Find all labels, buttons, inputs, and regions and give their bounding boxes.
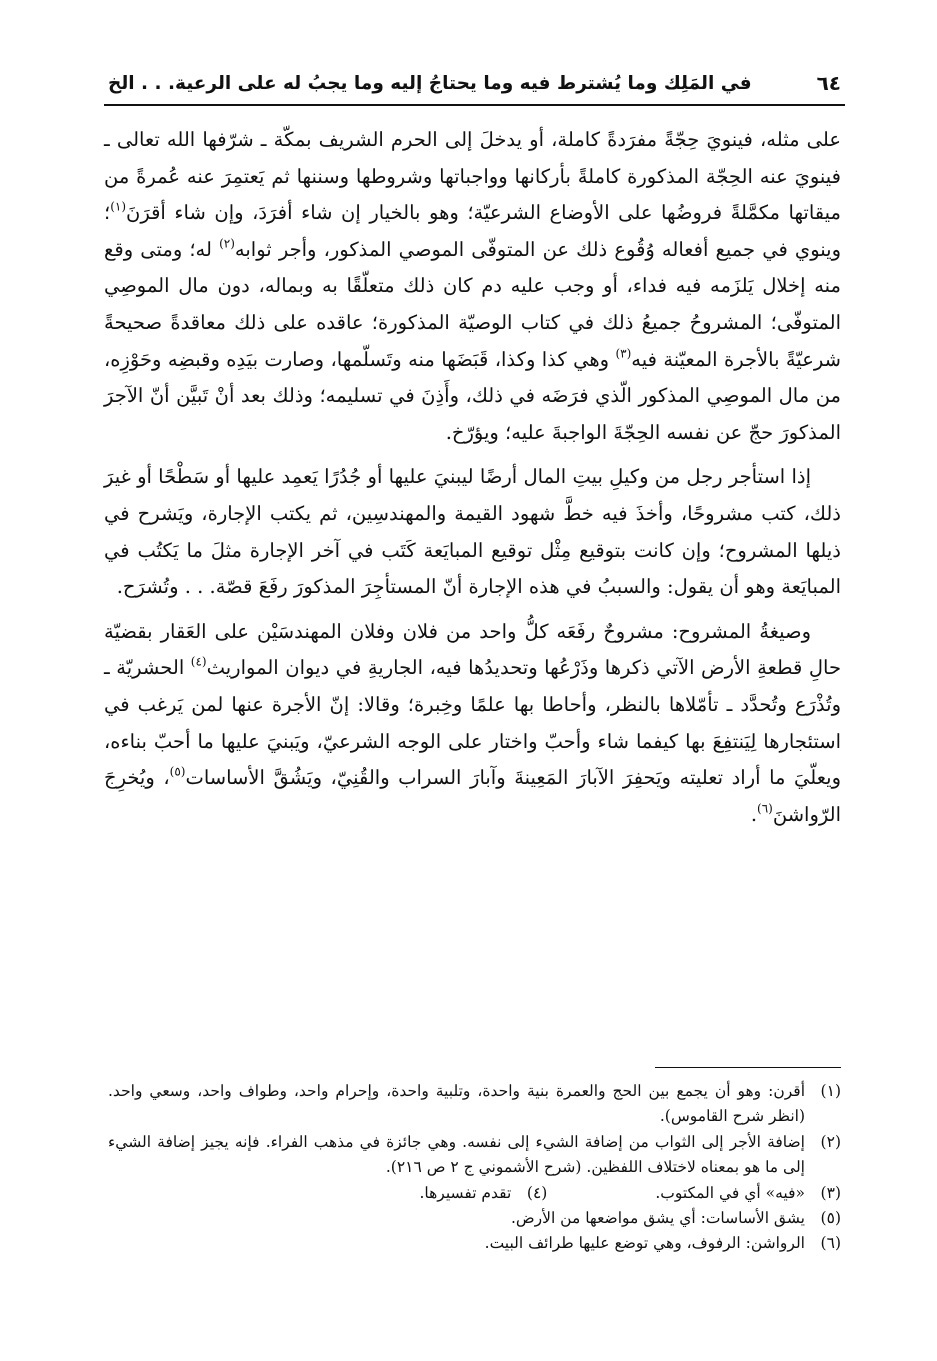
paragraph-1-part-1: على مثله، فينويَ حِجّةً مفرَدةً كاملة، أو يدخلَ إلى الحرم الشريف بمكّة ـ شرّفها الله تعالى ـ فينويَ عنه الحِجّة المذكورة كاملةً بأركانها وواجباتها وشروطها وسننها ثم يَعتمِرَ عنه عُمرةً من ميقاتها مكمَّلةً فروضُها على الأوضاع الشرعيّة؛ وهو بالخيار إن شاء أفرَدَ، وإن شاء أقرَنَ	[104, 128, 841, 225]
paragraph-1-part-3: له؛ ومتى وقع منه إخلال يَلزَمه فيه فداء، أو وجب عليه دم كان ذلك متعلّقًا به وبماله، دون مال الموصِي المتوفّى؛ المشروحُ جميعُ ذلك في كتاب الوصيّة المذكورة؛ عاقده على ذلك معاقدةً صحيحةً شرعيّةً بالأجرة المعيّنة فيه	[104, 237, 841, 371]
paragraph-3-part-2: الحشريّة ـ وتُذْرَع وتُحدَّد ـ تأمّلاها بالنظر، وأحاطا بها علمًا وخِبرة؛ وقالا: إنّ الأجرة عنها لمن يَرغب في استئجارها لِيَنتفِعَ بها كيفما شاء وأحبّ واختار على الوجه الشرعيّ، ويَبنيَ عليها ما أحبّ بناءه، ويعلّيَ ما أراد تعليته ويَحفِرَ الآبارَ المَعِينةَ وآبارَ السراب والقُنِيّ، ويَشُقَّ الأساسات	[104, 656, 841, 790]
footnote-6	[108, 1231, 841, 1256]
footnote-number: (٥)	[820, 1209, 841, 1228]
footnote-marker-2: (٢)	[219, 236, 235, 251]
paragraph-3	[104, 614, 841, 834]
main-text	[104, 122, 841, 841]
footnote-1	[108, 1079, 841, 1130]
footnote-2	[108, 1130, 841, 1181]
paragraph-3-part-1: وصيغةُ المشروح: مشروحٌ رفَعَه كلُّ واحد من فلان وفلان المهندسَيْن على العَقار بقضيّة حالِ قطعةِ الأرض الآتي ذكرها وذَرْعُها وتحديدُها فيه، الجاريةِ في ديوان المواريث	[104, 619, 841, 680]
header-rule	[104, 104, 845, 106]
paragraph-1-part-4: وهي كذا وكذا، قَبَضَها منه وتَسلّمها، وصارت بيَدِه وقبضِه وحَوْزِه، من مال الموصِي المذكور الّذي فرَضَه في ذلك، وأَذِنَ في تسليمه؛ وذلك بعد أنْ تَبيَّن أنّ الآجرَ المذكورَ حجّ عن نفسه الحِجّةَ الواجبةَ عليه؛ ويؤرّخ.	[104, 347, 841, 444]
footnote-5	[108, 1206, 841, 1231]
paragraph-3-part-3: ، ويُخرِجَ الرّواشنَ	[104, 766, 841, 826]
footnote-text: الرواشن: الرفوف، وهي توضع عليها طرائف البيت.	[484, 1234, 805, 1253]
running-header	[108, 64, 841, 102]
footnote-text: تقدم تفسيرها.	[419, 1183, 512, 1202]
footnote-text: يشق الأساسات: أي يشق مواضعها من الأرض.	[510, 1209, 805, 1228]
footnote-number: (٢)	[820, 1132, 841, 1151]
running-title: في المَلِك وما يُشترط فيه وما يحتاجُ إليه وما يجبُ له على الرعية. . . الخ	[108, 72, 752, 94]
footnote-3-and-4	[108, 1181, 841, 1206]
footnote-rule	[655, 1067, 841, 1068]
footnote-marker-1: (١)	[110, 199, 127, 214]
paragraph-1-part-2: ؛ وينوي في جميع أفعاله وُقُوع ذلك عن المتوفّى الموصي المذكور، وأجر ثوابه	[104, 201, 841, 261]
footnote-text: «فيه» أي في المكتوب.	[655, 1183, 805, 1202]
footnote-marker-3: (٣)	[615, 346, 632, 361]
page-number: ٦٤	[816, 71, 841, 95]
footnote-text: أقرن: وهو أن يجمع بين الحج والعمرة بنية واحدة، وتلبية واحدة، وإحرام واحد، وطواف واحد، وسعي واحد. (انظر شرح القاموس).	[108, 1082, 805, 1126]
footnote-text: إضافة الأجر إلى الثواب من إضافة الشيء إلى نفسه. وهي جائزة في مذهب الفراء. فإنه يجيز إضافة الشيء إلى ما هو بمعناه لاختلاف اللفظين. (شرح الأشموني ج ٢ ص ٢١٦).	[108, 1132, 805, 1177]
paragraph-2: إذا استأجر رجل من وكيلِ بيتِ المال أرضًا ليبنيَ عليها أو جُدُرًا يَعمِد عليها أو سَطْحًا أو غيرَ ذلك، كتب مشروحًا، وأخذَ فيه خطَّ شهود القيمة والمهندسِين، ثم يكتب الإجارة، ويَشرح في ذيلها المشروح؛ وإن كانت بتوقيع مِثْل توقيع المبايَعة كَتَب في آخر الإجارة مثلَ ما يَكتُب في المبايَعة وهو أن يقول: والسببُ في هذه الإجارة أنّ المستأجِرَ المذكورَ رفَعَ قصّة. . . وتُشرَح.	[104, 465, 841, 599]
paragraph-1	[104, 122, 841, 451]
footnote-number: (٦)	[820, 1234, 841, 1253]
footnote-number: (١)	[820, 1082, 841, 1100]
footnote-number: (٤)	[526, 1183, 548, 1202]
footnote-marker-4: (٤)	[190, 654, 207, 669]
footnote-marker-6: (٦)	[757, 801, 773, 816]
paragraph-3-part-4: .	[750, 802, 758, 826]
footnote-marker-5: (٥)	[169, 764, 186, 779]
footnotes	[108, 1079, 841, 1257]
footnote-number: (٣)	[820, 1183, 841, 1202]
